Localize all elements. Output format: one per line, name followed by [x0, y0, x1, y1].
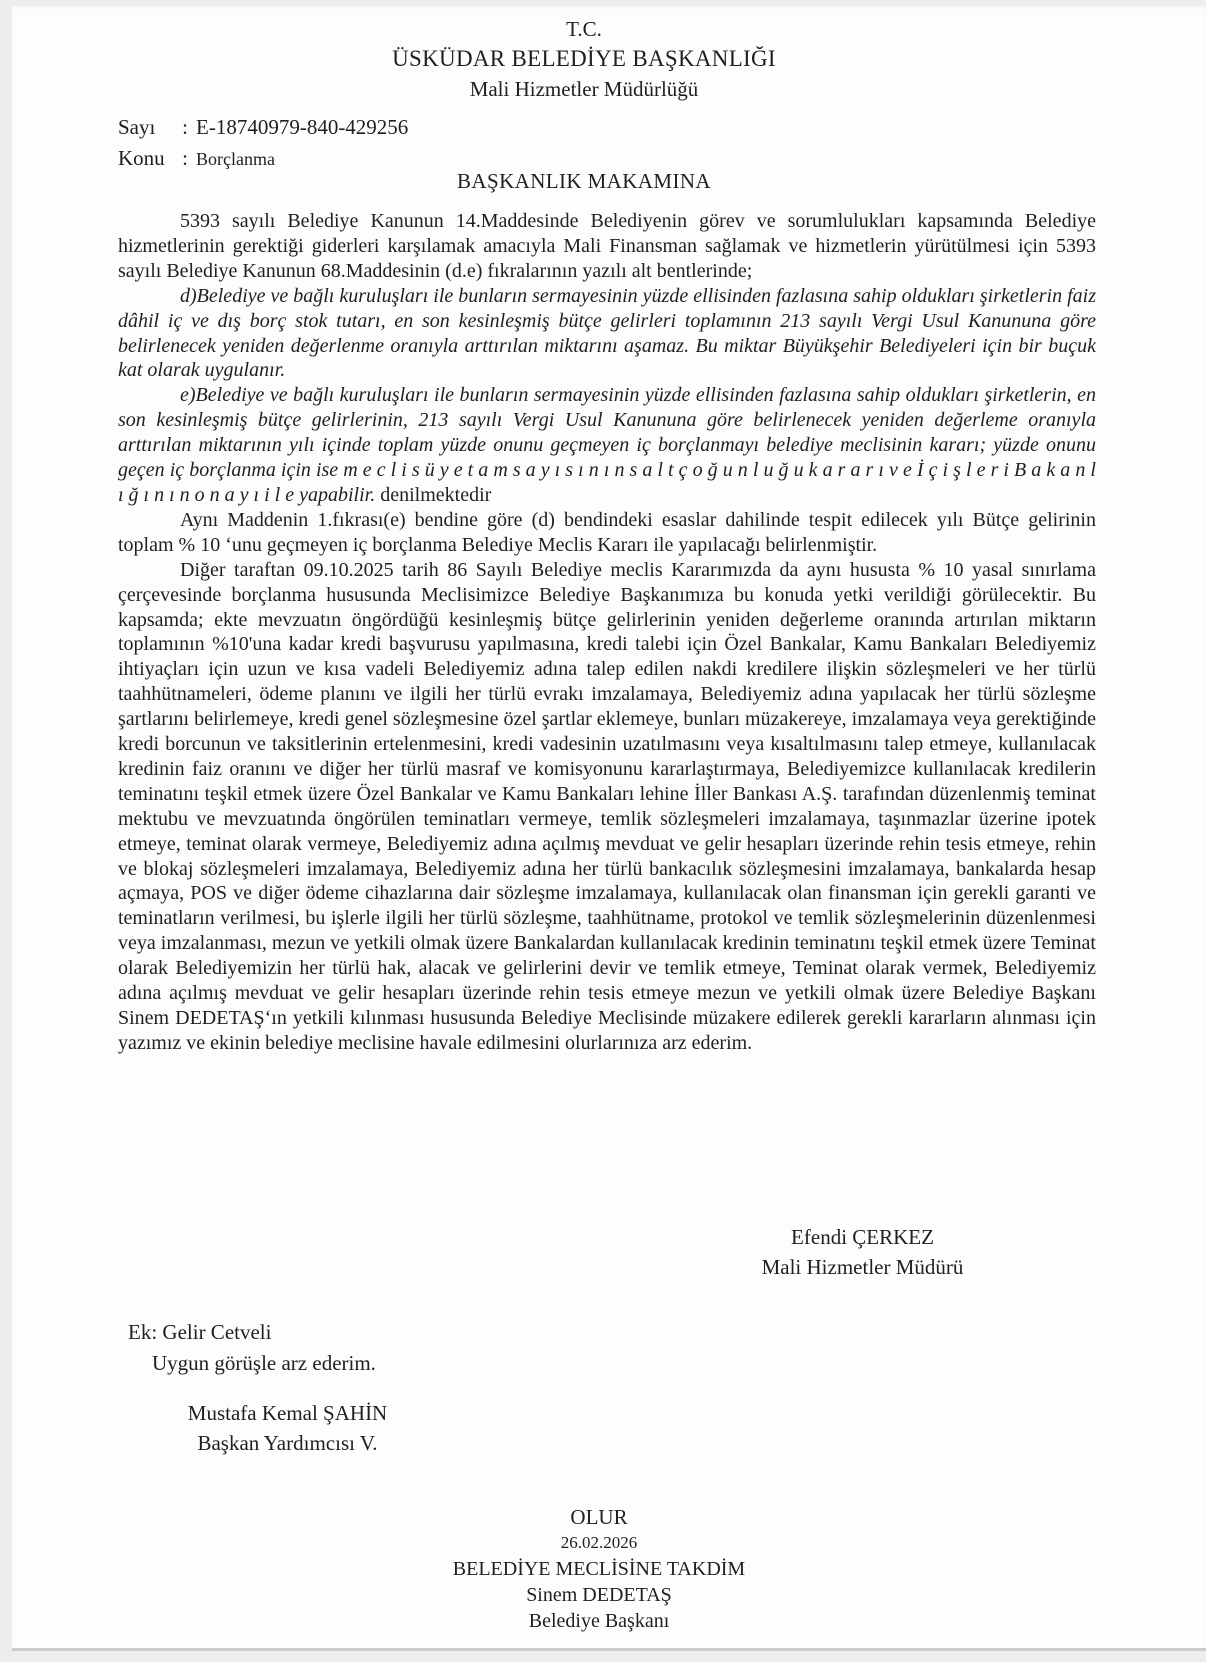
- attachment-note: Ek: Gelir Cetveli: [128, 1320, 272, 1344]
- konu-value: Borçlanma: [196, 149, 275, 169]
- olur-date: 26.02.2026: [560, 1533, 638, 1552]
- body-paragraph-d: d)Belediye ve bağlı kuruluşları ile bunların sermayesinin yüzde ellisinden fazlasına sahip oldukları şirketlerin faiz dâhil iç ve dış borç stok tutarı, en son kesinleşmiş bütçe gelirleri toplamının 213 sayılı Vergi Usul Kanununa göre belirlenecek yeniden değerlenme oranıyla arttırılan miktarını aşamaz. Bu miktar Büyükşehir Belediyeleri için bir buçuk kat olarak uygulanır.: [118, 284, 1096, 382]
- header-tc-line: T.C.: [566, 17, 602, 41]
- document-meta: [118, 112, 408, 175]
- header-organization-line: ÜSKÜDAR BELEDİYE BAŞKANLIĞI: [392, 46, 776, 71]
- olur-takdim-line: BELEDİYE MECLİSİNE TAKDİM: [452, 1558, 746, 1580]
- olur-mayor-name: Sinem DEDETAŞ: [526, 1584, 672, 1606]
- sayi-value: E-18740979-840-429256: [196, 115, 409, 139]
- body-paragraph-1: 5393 sayılı Belediye Kanunun 14.Maddesinde Belediyenin görev ve sorumlulukları kapsamında Belediye hizmetlerinin gerektiği giderleri karşılamak amacıyla Mali Finansman sağlamak ve hizmetlerin yürütülmesi için 5393 sayılı Belediye Kanunun 68.Maddesinin (d.e) fıkralarının yazılı alt bentlerinde;: [118, 210, 1096, 282]
- olur-heading: OLUR: [570, 1505, 628, 1529]
- konu-colon: :: [182, 146, 188, 170]
- konu-label: Konu: [118, 146, 165, 170]
- approver-name: Mustafa Kemal ŞAHİN: [187, 1401, 388, 1425]
- paragraph-e-spaced-text: m e c l i s ü y e t a m s a y ı s ı n ı n s a l t ç o ğ u n l u ğ u k a r a r ı v e İ ç i ş l e r i B a k a n l ı ğ ı n ı n o n a y ı i l e: [118, 459, 1096, 506]
- paragraph-e-lead: e)Belediye ve bağlı kuruluşları ile bunların sermayesinin yüzde ellisinden fazlasına sahip oldukları şirketlerin, en son kesinleşmiş bütçe gelirlerinin, 213 sayılı Vergi Usul Kanununa göre belirlenecek yeniden değerleme oranıyla arttırılan miktarının yılı içinde toplam yüzde onunu geçmeyen iç borçlanmayı belediye meclisinin kararı; yüzde onunu geçen iç borçlanma için ise: [118, 384, 1096, 482]
- signature-name: Efendi ÇERKEZ: [791, 1225, 934, 1249]
- signature-block: [750, 1222, 975, 1282]
- approval-note: Uygun görüşle arz ederim.: [152, 1351, 376, 1375]
- paragraph-e-denilmektedir: denilmektedir: [375, 483, 492, 506]
- scan-edge-line: [12, 1648, 1206, 1651]
- body-paragraph-e: [118, 383, 1096, 508]
- sayi-row: [118, 112, 408, 143]
- body-paragraph-diger: Diğer taraftan 09.10.2025 tarih 86 Sayılı Belediye meclis Kararımızda da aynı hususta % 10 yasal sınırlama çerçevesinde borçlanma hususunda Meclisimizce Belediye Başkanımıza bu konuda yetki verildiği görülecektir. Bu kapsamda; ekte mevzuatın öngördüğü kesinleşmiş bütçe gelirlerinin yeniden değerleme oranında artırılan miktarın toplamının %10'una kadar kredi başvurusu yapılmasına, kredi talebi için Özel Bankalar, Kamu Bankaları Belediyemiz ihtiyaçları için uzun ve kısa vadeli Belediyemiz adına talep edilen nakdi kredilere ilişkin sözleşmeleri ve her türlü taahhütnameleri, ödeme planını ve ilgili her türlü evrakı imzalamaya, Belediyemiz adına yapılacak her türlü sözleşme şartlarını belirlemeye, kredi genel sözleşmesine özel şartlar eklemeye, bunları müzakereye, imzalamaya veya gerektiğinde kredi borcunun ve taksitlerinin ertelenmesini, kredi vadesinin uzatılmasını veya kısaltılmasını talep etmeye, kullanılacak kredinin faiz oranını ve diğer her türlü masraf ve komisyonunu kararlaştırmaya, Belediyemizce kullanılacak kredilerin teminatını teşkil etmek üzere Özel Bankalar ve Kamu Bankaları lehine İller Bankası A.Ş. tarafından düzenlenmiş teminat mektubu ve mevzuatında öngörülen teminatları vermeye, temlik sözleşmeleri imzalamaya, taşınmazlar üzerine ipotek etmeye, teminat olarak vermeye, Belediyemiz adına açılmış mevduat ve gelir hesapları üzerinde rehin tesis etmeye, rehin ve blokaj sözleşmeleri imzalamaya, Belediyemiz adına her türlü bankacılık sözleşmesini imzalamaya, bankalarda hesap açmaya, POS ve diğer ödeme cihazlarına dair sözleşme imzalamaya, kullanılacak olan finansman için gerekli garanti ve teminatların verilmesi, bu işlerle ilgili her türlü sözleşme, taahhütname, protokol ve temlik sözleşmelerinin düzenlenmesi veya imzalanması, mezun ve yetkili olmak üzere Bankalardan kullanılacak kredinin teminatını teşkil etmek üzere Teminat olarak Belediyemizin her türlü hak, alacak ve gelirlerini devir ve temlik etmeye, Teminat olarak vermek, Belediyemiz adına açılmış mevduat ve gelir hesapları üzerinde rehin tesis etmeye mezun ve yetkili olmak üzere Belediye Başkanı Sinem DEDETAŞ‘ın yetkili kılınması hususunda Belediye Meclisinde müzakere edilerek gerekli kararların alınması için yazımız ve ekinin belediye meclisine havale edilmesini olurlarınıza arz ederim.: [118, 558, 1096, 1054]
- sayi-label: Sayı: [118, 115, 156, 139]
- document-body: [118, 209, 1096, 1056]
- olur-block: [2, 1504, 1196, 1634]
- approver-title: Başkan Yardımcısı V.: [197, 1431, 378, 1455]
- body-paragraph-ayni: Aynı Maddenin 1.fıkrası(e) bendine göre (d) bendindeki esaslar dahilinde tespit edilecek yılı Bütçe gelirinin toplam % 10 ‘unu geçmeyen iç borçlanma Belediye Meclis Kararı ile yapılacağı belirlenmiştir.: [118, 508, 1096, 556]
- document-page: [12, 6, 1206, 1648]
- header-department-line: Mali Hizmetler Müdürlüğü: [469, 77, 699, 101]
- approver-block: [170, 1398, 405, 1458]
- paragraph-e-yapabilir: yapabilir.: [299, 483, 376, 506]
- sayi-colon: :: [182, 115, 188, 139]
- olur-mayor-title: Belediye Başkanı: [528, 1610, 670, 1632]
- document-header: [0, 14, 1181, 104]
- signature-title: Mali Hizmetler Müdürü: [761, 1255, 964, 1279]
- document-title: BAŞKANLIK MAKAMINA: [457, 169, 711, 193]
